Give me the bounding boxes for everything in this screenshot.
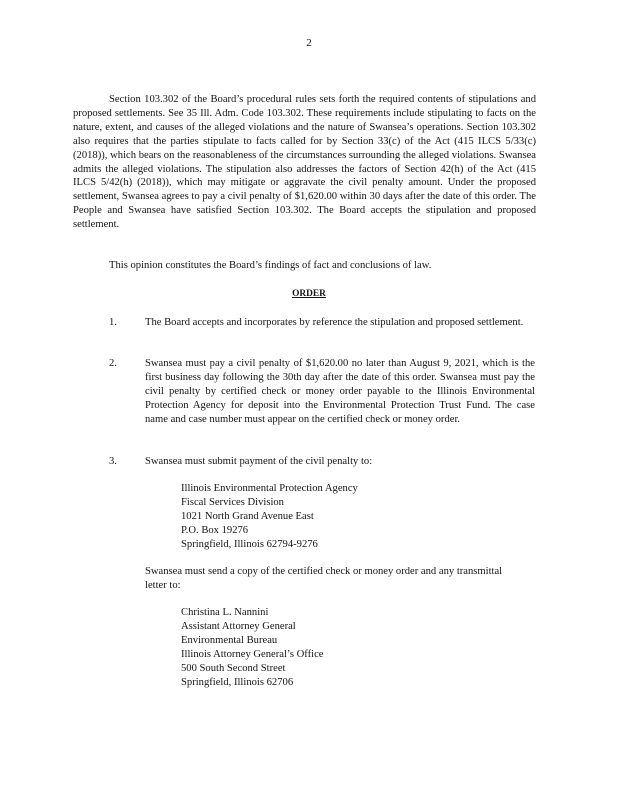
item-number: 3. [109, 456, 117, 467]
item-text: Swansea must pay a civil penalty of $1,620.00 no later than August 9, 2021, which is the first business day following the 30th day after the date of this order. Swansea must pay the civil penalty by certified check or money order payable to the Illinois Environmental Protection Agency for deposit into the Environmental Protection Trust Fund. The case name and case number must appear on the certified check or money order. [145, 358, 535, 425]
address-line: Illinois Environmental Protection Agency [181, 483, 358, 494]
copy-instruction: Swansea must send a copy of the certified check or money order and any transmittal letter to: [145, 566, 503, 591]
address-line: 500 South Second Street [181, 662, 286, 674]
address-line: Assistant Attorney General [181, 620, 296, 632]
address-line: Environmental Bureau [181, 634, 278, 646]
address-line: Fiscal Services Division [181, 496, 284, 508]
address-line: Christina L. Nannini [181, 607, 269, 618]
address-line: 1021 North Grand Avenue East [181, 510, 314, 522]
page-number: 2 [306, 37, 312, 49]
item-number: 1. [109, 317, 117, 328]
copy-address [181, 606, 324, 689]
item-text: The Board accepts and incorporates by reference the stipulation and proposed settlement. [145, 317, 524, 328]
address-line: Springfield, Illinois 62706 [181, 676, 294, 688]
address-line: P.O. Box 19276 [181, 524, 249, 536]
intro-paragraph: Section 103.302 of the Board’s procedural rules sets forth the required contents of stipulations and proposed settlements. See 35 Ill. Adm. Code 103.302. These requirements include stipulating to facts on the nature, extent, and causes of the alleged violations and the nature of Swansea’s operations. Section 103.302 also requires that the parties stipulate to facts called for by Section 33(c) of the Act (415 ILCS 5/33(c) (2018)), which bears on the reasonableness of the circumstances surrounding the alleged violations. Swansea admits the alleged violations. The stipulation also addresses the factors of Section 42(h) of the Act (415 ILCS 5/42(h) (2018)), which may mitigate or aggravate the civil penalty amount. Under the proposed settlement, Swansea agrees to pay a civil penalty of $1,620.00 within 30 days after the date of this order. The People and Swansea have satisfied Section 103.302. The Board accepts the stipulation and proposed settlement. [73, 94, 536, 231]
item-number: 2. [109, 358, 117, 369]
item-text: Swansea must submit payment of the civil penalty to: [145, 456, 373, 467]
payment-address [181, 482, 358, 552]
findings-paragraph: This opinion constitutes the Board’s findings of fact and conclusions of law. [109, 260, 432, 271]
address-line: Illinois Attorney General’s Office [181, 648, 324, 660]
address-line: Springfield, Illinois 62794-9276 [181, 538, 318, 550]
order-heading: ORDER [292, 289, 326, 299]
